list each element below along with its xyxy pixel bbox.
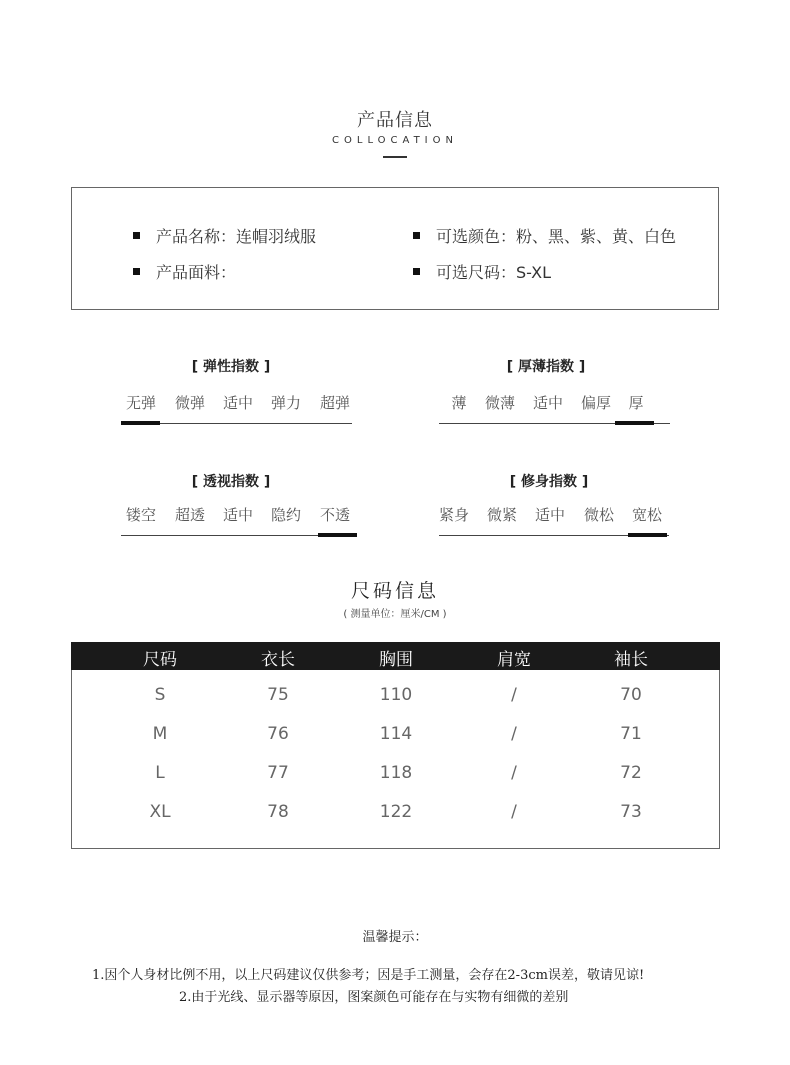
elasticity-option: 微弹 xyxy=(174,394,205,412)
fit-index-title: [ 修身指数 ] xyxy=(509,474,589,490)
tips-line-1: 1.因个人身材比例不用，以上尺码建议仅供参考；因是手工测量，会存在2-3cm误差，敬请见谅! xyxy=(92,968,645,983)
table-cell: 76 xyxy=(267,724,289,744)
bullet-icon xyxy=(413,232,420,239)
info-product-fabric xyxy=(133,260,236,283)
info-sizes-text: 可选尺码：S-XL xyxy=(436,263,552,282)
info-colors xyxy=(413,224,676,247)
table-header-cell: 胸围 xyxy=(379,650,413,670)
info-colors-text: 可选颜色：粉、黑、紫、黄、白色 xyxy=(436,227,677,246)
table-cell: 122 xyxy=(379,802,413,822)
tips-title: 温馨提示： xyxy=(362,930,428,945)
table-cell: M xyxy=(152,724,168,744)
transparency-option: 超透 xyxy=(174,506,205,524)
table-header-cell: 衣长 xyxy=(261,650,295,670)
elasticity-option: 适中 xyxy=(222,394,253,412)
thickness-option: 薄 xyxy=(451,394,467,412)
transparency-option: 隐约 xyxy=(270,506,301,524)
bullet-icon xyxy=(413,268,420,275)
elasticity-index-title: [ 弹性指数 ] xyxy=(191,359,271,375)
transparency-option: 镂空 xyxy=(125,506,156,524)
transparency-option: 适中 xyxy=(222,506,253,524)
elasticity-selected-marker xyxy=(121,421,160,425)
table-header-cell: 尺码 xyxy=(143,650,177,670)
elasticity-option: 超弹 xyxy=(319,394,350,412)
elasticity-option: 无弹 xyxy=(125,394,156,412)
table-cell: 75 xyxy=(267,685,289,705)
table-cell: 110 xyxy=(379,685,413,705)
title-divider xyxy=(383,156,407,158)
table-cell: 72 xyxy=(620,763,642,783)
bullet-icon xyxy=(133,268,140,275)
fit-selected-marker xyxy=(628,533,667,537)
table-cell: 114 xyxy=(379,724,413,744)
table-cell: 78 xyxy=(267,802,289,822)
table-cell: 71 xyxy=(620,724,642,744)
thickness-index-title: [ 厚薄指数 ] xyxy=(506,359,586,375)
table-cell: 77 xyxy=(267,763,289,783)
fit-option: 微紧 xyxy=(486,506,517,524)
table-cell: S xyxy=(154,685,166,705)
fit-option: 紧身 xyxy=(438,506,469,524)
table-cell: / xyxy=(511,724,517,744)
info-sizes xyxy=(413,260,551,283)
thickness-option: 厚 xyxy=(628,394,644,412)
elasticity-option: 弹力 xyxy=(270,394,301,412)
table-cell: / xyxy=(511,685,517,705)
fit-option: 宽松 xyxy=(631,506,662,524)
table-cell: XL xyxy=(149,802,171,822)
table-cell: / xyxy=(511,763,517,783)
size-info-title: 尺码信息 xyxy=(350,580,439,602)
info-product-fabric-text: 产品面料： xyxy=(156,263,237,282)
fit-option: 适中 xyxy=(534,506,565,524)
bullet-icon xyxy=(133,232,140,239)
table-cell: / xyxy=(511,802,517,822)
thickness-option: 偏厚 xyxy=(580,394,611,412)
info-product-name-text: 产品名称：连帽羽绒服 xyxy=(156,227,317,246)
table-header-cell: 袖长 xyxy=(614,650,648,670)
table-cell: 70 xyxy=(620,685,642,705)
tips-line-2: 2.由于光线、显示器等原因，图案颜色可能存在与实物有细微的差别 xyxy=(179,990,569,1005)
transparency-selected-marker xyxy=(318,533,357,537)
thickness-option: 微薄 xyxy=(484,394,515,412)
fit-option: 微松 xyxy=(583,506,614,524)
table-cell: 118 xyxy=(379,763,413,783)
thickness-selected-marker xyxy=(615,421,654,425)
page-title: 产品信息 xyxy=(357,110,433,131)
product-info-box xyxy=(71,187,719,310)
transparency-option: 不透 xyxy=(319,506,350,524)
table-cell: L xyxy=(155,763,165,783)
transparency-index-title: [ 透视指数 ] xyxy=(191,474,271,490)
table-header-cell: 肩宽 xyxy=(497,650,531,670)
thickness-option: 适中 xyxy=(532,394,563,412)
size-info-unit: ( 测量单位：厘米/CM ) xyxy=(343,609,447,620)
page-subtitle: COLLOCATION xyxy=(332,135,458,146)
info-product-name xyxy=(133,224,316,247)
table-cell: 73 xyxy=(620,802,642,822)
